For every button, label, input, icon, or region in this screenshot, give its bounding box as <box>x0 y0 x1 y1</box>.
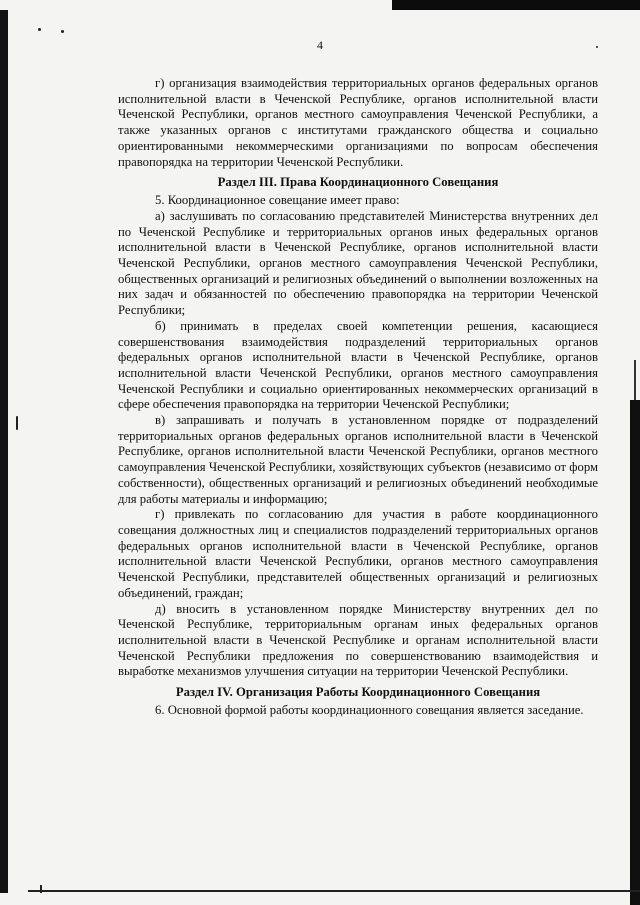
scan-edge-right <box>630 400 640 905</box>
scan-speck <box>16 416 18 430</box>
clause-5-g: г) привлекать по согласованию для участия в работе координационного совещания должностных лиц и специалистов подразделений территориальных органов федеральных органов исполнительной власти в Чеченской Республике, органов исполнительной власти Чеченской Республики, органов местного самоуправления Чеченской Республики, представителей общественных организаций и религиозных объединений, граждан; <box>118 507 598 600</box>
scan-bottom-line <box>28 890 640 892</box>
section-3-title: Раздел III. Права Координационного Совещания <box>217 175 499 190</box>
scan-speck <box>38 28 41 31</box>
paragraph-g: г) организация взаимодействия территориальных органов федеральных органов исполнительной власти в Чеченской Республике, органов исполнительной власти Чеченской Республики, органов местного самоуправления Чеченской Республики, а также указанных органов с институтами гражданского общества и социально ориентированными некоммерческими организациями по вопросам обеспечения правопорядка на территории Чеченской Республики. <box>118 76 598 169</box>
clause-5-a: а) заслушивать по согласованию представителей Министерства внутренних дел по Чеченской Республике и территориальных органов иных федеральных органов исполнительной власти в Чеченской Республике, органов исполнительной власти Чеченской Республики, органов местного самоуправления Чеченской Республики, общественных организаций и религиозных объединений о выполнении возложенных на них задач и обязанностей по обеспечению правопорядка на территории Чеченской Республики; <box>118 208 598 318</box>
scan-bottom-tick <box>40 885 42 893</box>
scan-edge-left <box>0 10 8 893</box>
clause-5-d: д) вносить в установленном порядке Министерству внутренних дел по Чеченской Республике, территориальным органам иных федеральных органов исполнительной власти в Чеченской Республике и органам исполнительной власти Чеченской Республики предложения по совершенствованию взаимодействия и выработке механизмов улучшения ситуации на территории Чеченской Республики. <box>118 601 598 679</box>
clause-6: 6. Основной формой работы координационного совещания является заседание. <box>155 703 584 718</box>
scan-speck <box>61 30 64 33</box>
scan-edge-right-thin <box>634 360 636 400</box>
document-body <box>118 76 598 719</box>
clause-5-intro: 5. Координационное совещание имеет право: <box>155 193 400 208</box>
section-4-title: Раздел IV. Организация Работы Координационного Совещания <box>175 685 541 700</box>
clause-5-v: в) запрашивать и получать в установленном порядке от подразделений территориальных органов федеральных органов исполнительной власти в Чеченской Республике, органов исполнительной власти Чеченской Республики, органов местного самоуправления Чеченской Республики, хозяйствующих субъектов (независимо от форм собственности), общественных организаций и религиозных объединений необходимые для работы материалы и информацию; <box>118 413 598 506</box>
clause-5-b: б) принимать в пределах своей компетенции решения, касающиеся совершенствования взаимодействия подразделений территориальных органов федеральных органов исполнительной власти в Чеченской Республике, органов исполнительной власти Чеченской Республики, органов местного самоуправления Чеченской Республики и социально ориентированных некоммерческих организаций в сфере обеспечения правопорядка на территории Чеченской Республики; <box>118 318 598 412</box>
scan-edge-top <box>392 0 640 10</box>
page-number: 4 <box>317 38 323 52</box>
